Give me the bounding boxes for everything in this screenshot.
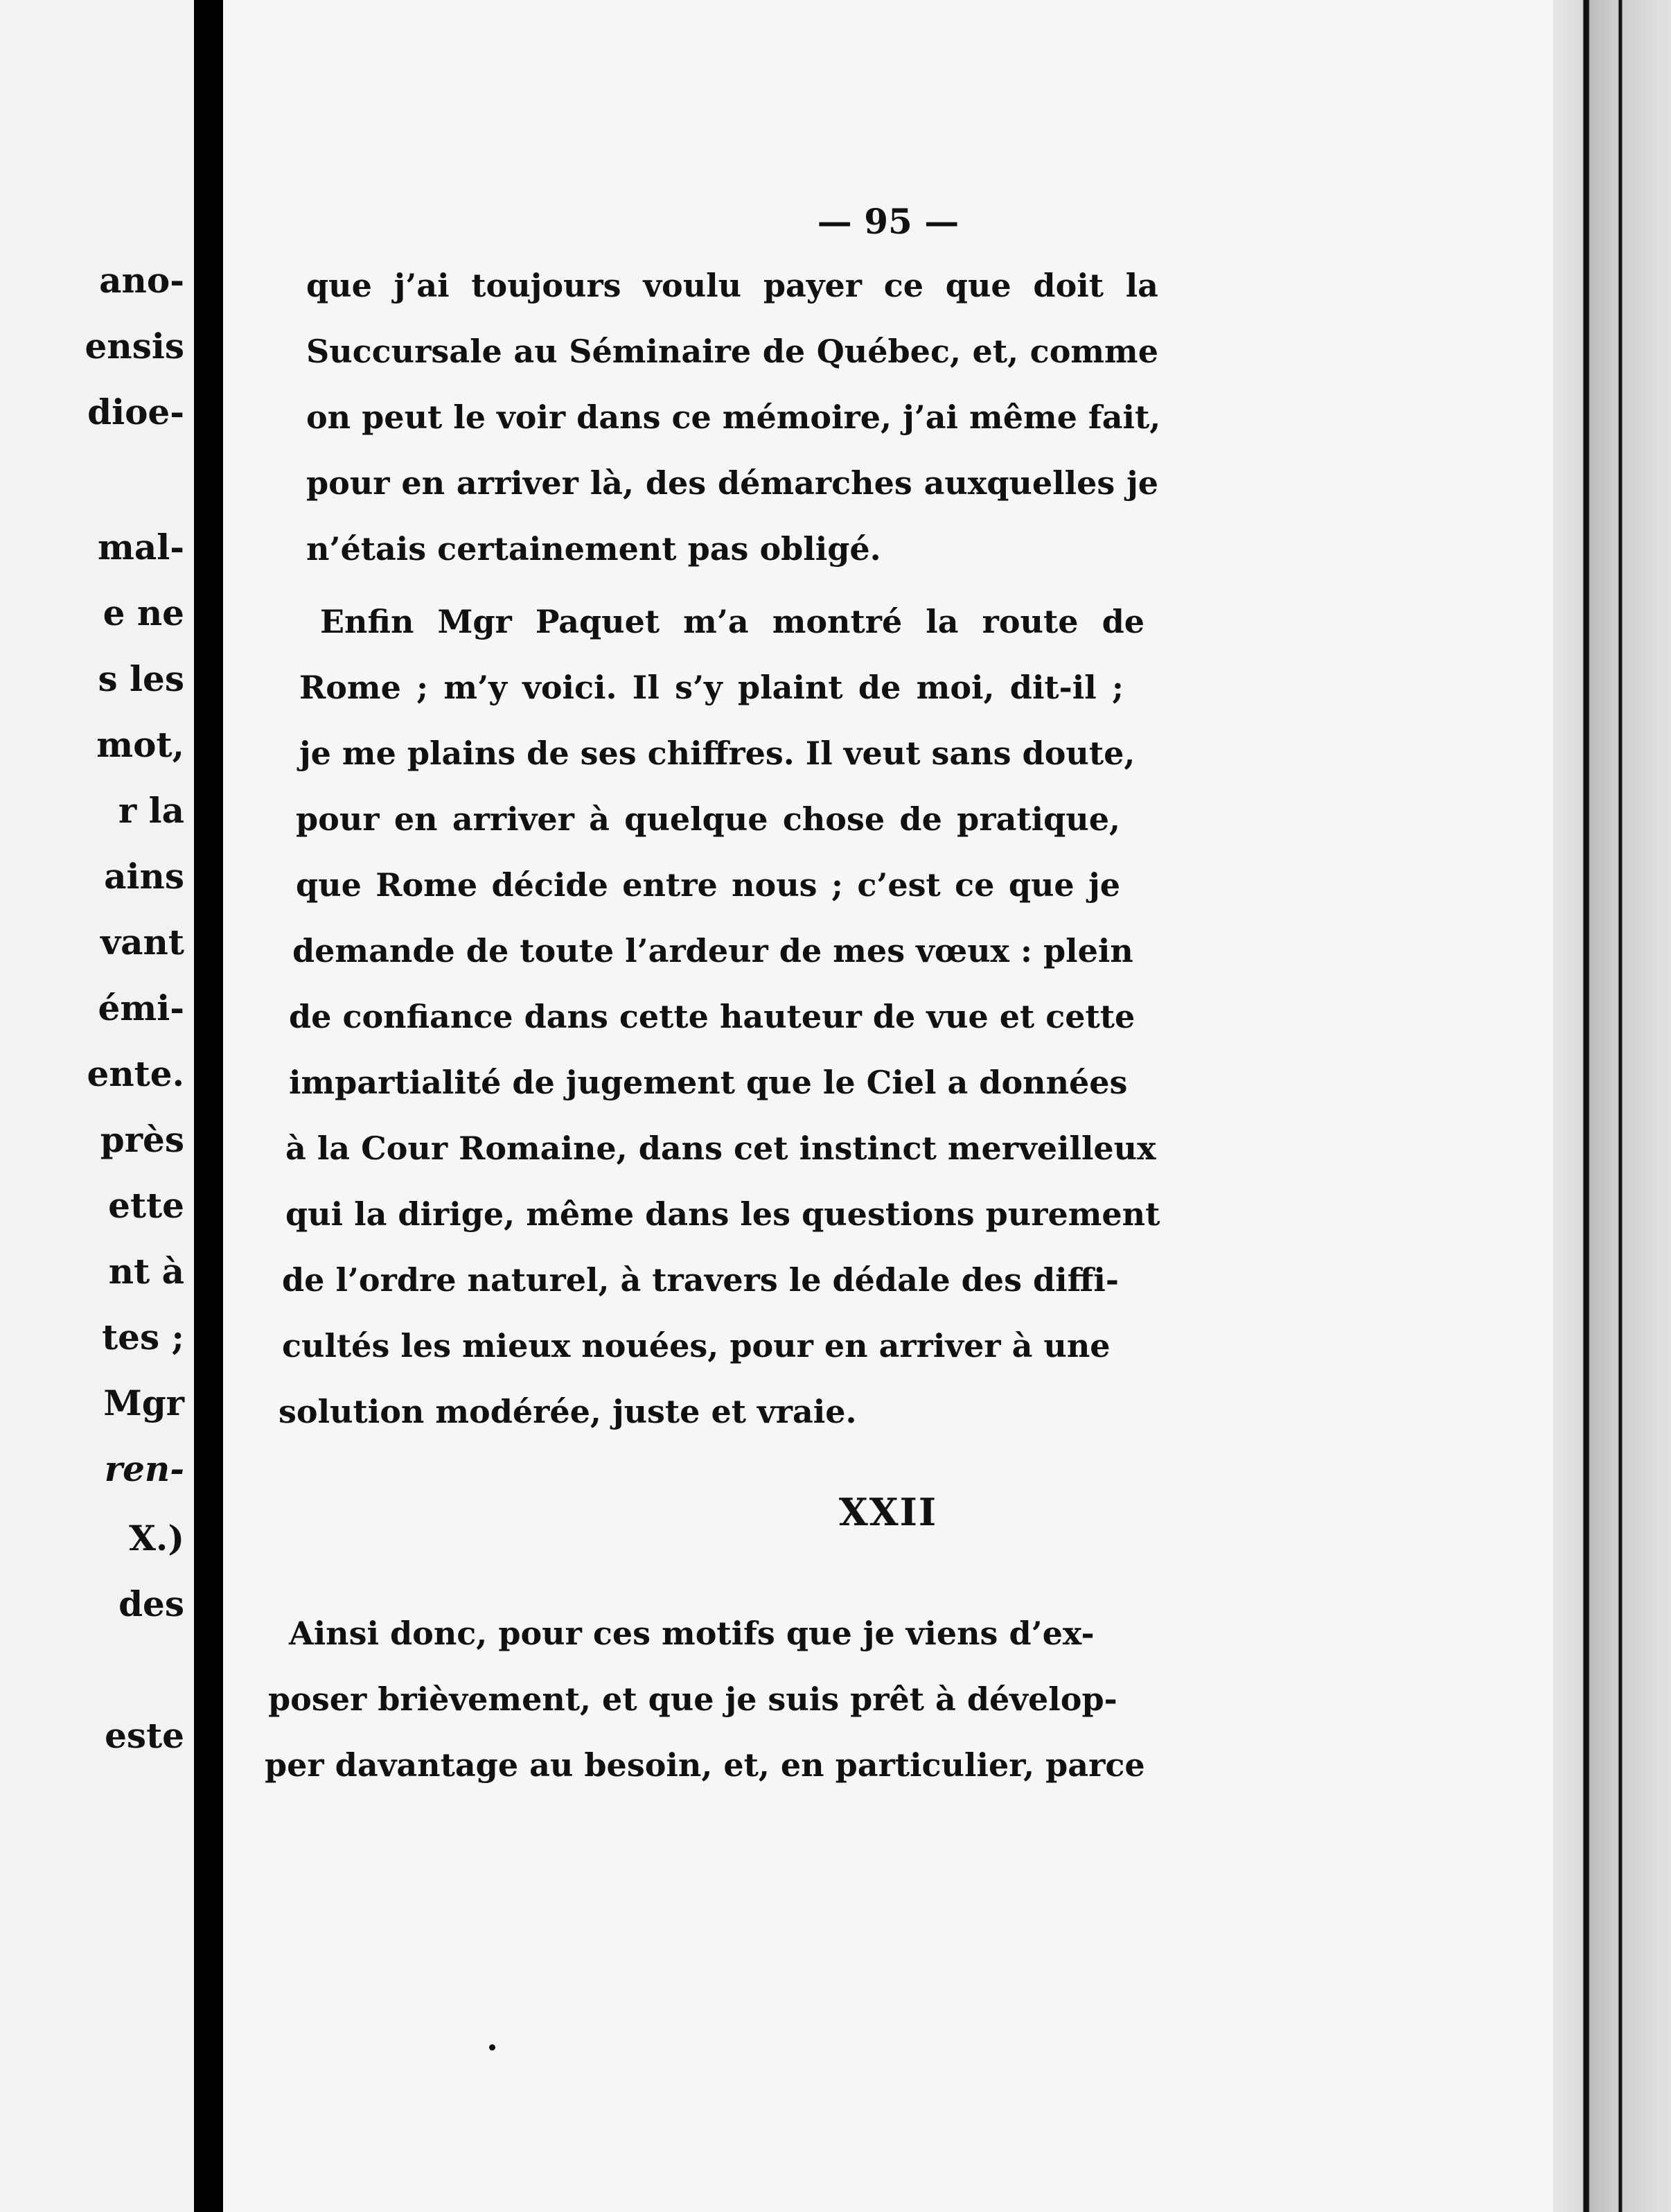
left-page-line: des — [118, 1583, 184, 1624]
left-page-line: ains — [104, 856, 184, 897]
left-facing-page — [0, 0, 194, 2212]
text-line: pour en arriver à quelque chose de pratique, — [296, 800, 1120, 838]
text-line: pour en arriver là, des démarches auxquelles je — [306, 464, 1158, 502]
text-line: de confiance dans cette hauteur de vue et cette — [289, 998, 1135, 1035]
text-line: Rome ; m’y voici. Il s’y plaint de moi, dit-il ; — [299, 669, 1124, 706]
left-page-line: ren- — [104, 1448, 184, 1489]
left-page-line: e ne — [103, 592, 184, 633]
left-page-line: tes ; — [102, 1317, 184, 1358]
left-page-line: ensis — [85, 326, 184, 367]
left-page-line: ano- — [99, 260, 184, 301]
left-page-line: nt à — [108, 1251, 184, 1292]
text-line: solution modérée, juste et vraie. — [278, 1393, 857, 1430]
text-line: demande de toute l’ardeur de mes vœux : plein — [292, 932, 1133, 969]
left-page-line: este — [105, 1715, 184, 1756]
left-page-line: près — [100, 1119, 184, 1160]
section-heading: XXII — [838, 1490, 938, 1534]
text-line: per davantage au besoin, et, en particulier, parce — [265, 1746, 1145, 1784]
text-line: que j’ai toujours voulu payer ce que doit la — [306, 267, 1158, 304]
text-line: Succursale au Séminaire de Québec, et, comme — [306, 333, 1158, 370]
book-gutter — [194, 0, 223, 2212]
main-page — [223, 0, 1553, 2212]
left-page-line: mot, — [96, 724, 184, 765]
left-page-line: X.) — [129, 1518, 184, 1559]
page-edge-stack — [1553, 0, 1671, 2212]
ink-speck — [489, 2044, 495, 2051]
left-page-line: Mgr — [103, 1382, 184, 1423]
left-page-line: ente. — [87, 1053, 184, 1094]
left-page-line: mal- — [97, 527, 184, 568]
left-page-line: s les — [98, 658, 184, 699]
text-line: que Rome décide entre nous ; c’est ce que je — [296, 866, 1120, 904]
text-line: à la Cour Romaine, dans cet instinct merveilleux — [285, 1130, 1156, 1167]
left-page-line: ette — [108, 1185, 184, 1226]
text-line: de l’ordre naturel, à travers le dédale des diffi- — [282, 1261, 1119, 1299]
left-page-line: r la — [118, 790, 184, 831]
page-number: — 95 — — [817, 201, 960, 242]
text-line: poser brièvement, et que je suis prêt à dévelop- — [268, 1680, 1117, 1718]
text-line: Ainsi donc, pour ces motifs que je viens d’ex- — [289, 1615, 1095, 1652]
left-page-line: dioe- — [87, 392, 184, 432]
text-line: qui la dirige, même dans les questions purement — [285, 1195, 1160, 1233]
text-line: n’étais certainement pas obligé. — [306, 530, 881, 568]
text-line: Enfin Mgr Paquet m’a montré la route de — [320, 603, 1144, 640]
text-line: impartialité de jugement que le Ciel a données — [289, 1064, 1128, 1101]
text-line: on peut le voir dans ce mémoire, j’ai même fait, — [306, 398, 1161, 436]
text-line: je me plains de ses chiffres. Il veut sans doute, — [299, 735, 1135, 772]
left-page-line: émi- — [98, 988, 184, 1028]
left-page-line: vant — [100, 922, 184, 963]
text-line: cultés les mieux nouées, pour en arriver à une — [282, 1327, 1111, 1364]
